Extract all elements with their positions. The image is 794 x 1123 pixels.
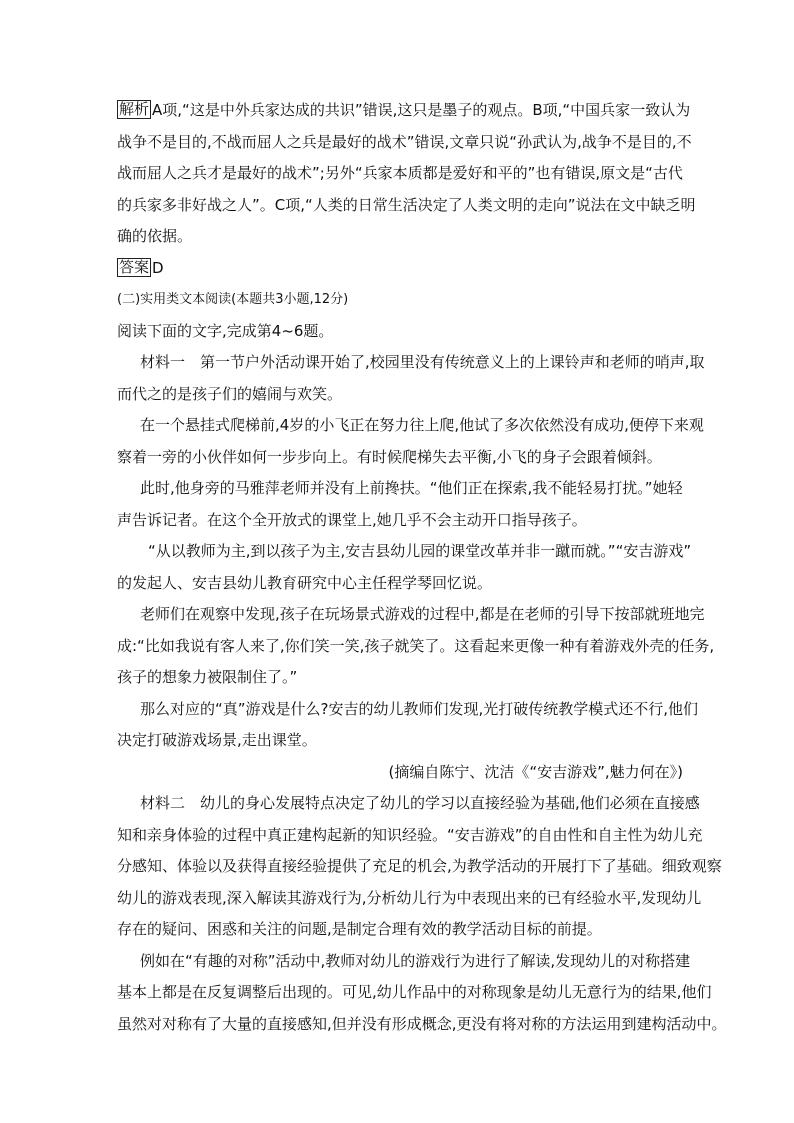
paragraph-line: 知和亲身体验的过程中真正建构起新的知识经验。“安吉游戏”的自由性和自主性为幼儿充: [117, 825, 703, 844]
paragraph-line: 成:“比如我说有客人来了,你们笑一笑,孩子就笑了。这看起来更像一种有着游戏外壳的任务,: [117, 636, 715, 655]
analysis-block: [117, 95, 696, 253]
material-1-source: (摘编自陈宁、沈洁《“安吉游戏”,魅力何在》): [388, 762, 683, 781]
paragraph-line: 而代之的是孩子们的嬉闹与欢笑。: [117, 384, 343, 403]
analysis-tag: 解析: [119, 100, 150, 118]
analysis-line: 战而屈人之兵才是最好的战术”;另外“兵家本质都是爱好和平的”也有错误,原文是“古代: [117, 164, 683, 182]
answer-value: D: [152, 258, 164, 277]
paragraph-line: 的发起人、安吉县幼儿教育研究中心主任程学琴回忆说。: [117, 573, 493, 592]
paragraph-line: 材料二 幼儿的身心发展特点决定了幼儿的学习以直接经验为基础,他们必须在直接感: [140, 794, 700, 812]
section-heading: (二)实用类文本阅读(本题共3小题,12分): [117, 292, 349, 307]
analysis-line: 战争不是目的,不战而屈人之兵是最好的战术”错误,文章只说“孙武认为,战争不是目的,不: [117, 132, 692, 151]
analysis-line: 确的依据。: [117, 227, 193, 245]
paragraph-line: 那么对应的“真”游戏是什么?安吉的幼儿教师们发现,光打破传统教学模式还不行,他们: [140, 699, 699, 718]
paragraph-line: 例如在“有趣的对称”活动中,教师对幼儿的游戏行为进行了解读,发现幼儿的对称搭建: [140, 951, 691, 970]
paragraph-line: 基本上都是在反复调整后出现的。可见,幼儿作品中的对称现象是幼儿无意行为的结果,他们: [117, 983, 712, 1001]
paragraph-line: 幼儿的游戏表现,深入解读其游戏行为,分析幼儿行为中表现出来的已有经验水平,发现幼儿: [117, 888, 702, 907]
material-2: [117, 788, 727, 1040]
paragraph-line: 材料一 第一节户外活动课开始了,校园里没有传统意义上的上课铃声和老师的哨声,取: [140, 353, 705, 371]
paragraph-line: 孩子的想象力被限制住了。”: [117, 668, 298, 686]
material-1: [117, 347, 715, 788]
document-page: [117, 95, 727, 1040]
paragraph-line: 察着一旁的小伙伴如何一步步向上。有时候爬梯失去平衡,小飞的身子会跟着倾斜。: [117, 447, 662, 466]
paragraph-line: 分感知、体验以及获得直接经验提供了充足的机会,为教学活动的开展打下了基础。细致观察: [117, 857, 722, 875]
paragraph-line: 虽然对对称有了大量的直接感知,但并没有形成概念,更没有将对称的方法运用到建构活动中。: [117, 1014, 727, 1033]
paragraph-line: 老师们在观察中发现,孩子在玩场景式游戏的过程中,都是在老师的引导下按部就班地完: [140, 605, 705, 623]
answer-line: [117, 253, 683, 285]
paragraph-line: 声告诉记者。在这个全开放式的课堂上,她几乎不会主动开口指导孩子。: [117, 510, 587, 529]
paragraph-line: 此时,他身旁的马雅萍老师并没有上前搀扶。“他们正在探索,我不能轻易打扰。”她轻: [140, 479, 683, 497]
section-instruction: 阅读下面的文字,完成第4~6题。: [117, 321, 334, 340]
paragraph-line: 在一个悬挂式爬梯前,4岁的小飞正在努力往上爬,他试了多次依然没有成功,便停下来观: [140, 416, 704, 434]
paragraph-line: 存在的疑问、困惑和关注的问题,是制定合理有效的教学活动目标的前提。: [117, 920, 602, 938]
answer-tag: 答案: [119, 257, 150, 276]
analysis-line: 解析 A项,“这是中外兵家达成的共识”错误,这只是墨子的观点。B项,“中国兵家一致认为: [119, 100, 691, 119]
paragraph-line: “从以教师为主,到以孩子为主,安吉县幼儿园的课堂改革并非一蹴而就。”“安吉游戏”: [148, 542, 692, 560]
analysis-line: 的兵家多非好战之人”。C项,“人类的日常生活决定了人类文明的走向”说法在文中缺乏明: [117, 195, 696, 214]
paragraph-line: 决定打破游戏场景,走出课堂。: [117, 731, 317, 749]
